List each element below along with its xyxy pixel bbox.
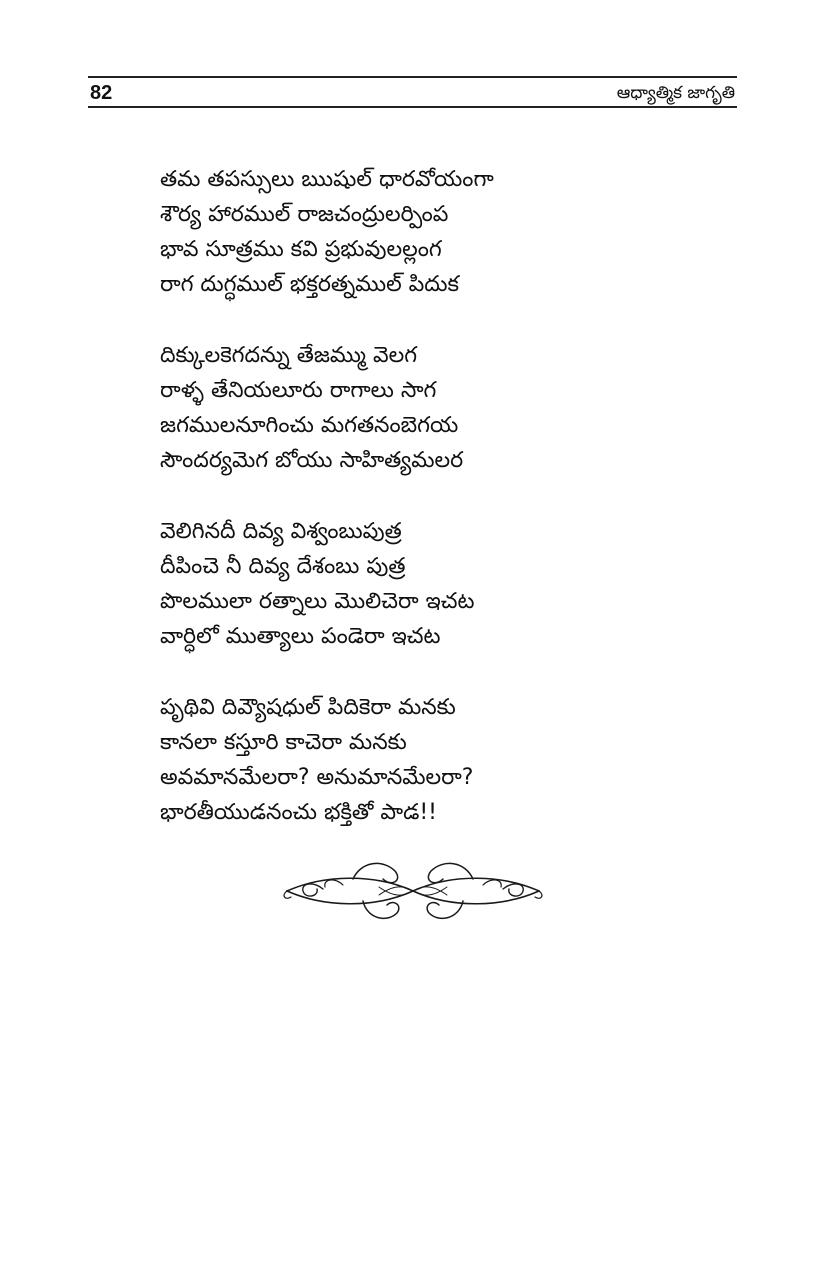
running-header bbox=[88, 76, 737, 108]
poem-line: రాగ దుగ్ధముల్ భక్తరత్నముల్ పిదుక bbox=[160, 272, 459, 297]
poem-line: దీపించె నీ దివ్య దేశంబు పుత్ర bbox=[160, 554, 406, 579]
poem bbox=[160, 162, 720, 866]
poem-line: భావ సూత్రము కవి ప్రభువులల్లంగ bbox=[160, 237, 442, 262]
poem-line: సౌందర్యమెగ బోయు సాహిత్యమలర bbox=[160, 448, 464, 473]
stanza-1 bbox=[160, 162, 720, 302]
poem-line: దిక్కులకెగదన్ను తేజమ్ము వెలగ bbox=[160, 343, 418, 368]
running-title: ఆధ్యాత్మిక జాగృతి bbox=[616, 83, 735, 103]
poem-line: అవమానమేలరా? అనుమానమేలరా? bbox=[160, 765, 474, 790]
stanza-4 bbox=[160, 690, 720, 830]
poem-line: వెలిగినదీ దివ్య విశ్వంబుపుత్ర bbox=[160, 519, 402, 544]
poem-line: రాళ్ళ తేనియలూరు రాగాలు సాగ bbox=[160, 378, 437, 403]
poem-line: కానలా కస్తూరి కాచెరా మనకు bbox=[160, 730, 407, 755]
page-number: 82 bbox=[90, 82, 113, 104]
poem-line: పొలములా రత్నాలు మొలిచెరా ఇచట bbox=[160, 589, 475, 614]
poem-line: తమ తపస్సులు ఋషుల్ ధారవోయంగా bbox=[160, 167, 494, 192]
poem-line: శౌర్య హారముల్ రాజచంద్రులర్పింప bbox=[160, 202, 449, 227]
poem-line: భారతీయుడనంచు భక్తితో పాడ!! bbox=[160, 800, 437, 825]
poem-line: వార్ధిలో ముత్యాలు పండెరా ఇచట bbox=[160, 624, 441, 649]
stanza-2 bbox=[160, 338, 720, 478]
poem-line: పృథివి దివ్యౌషధుల్ పిదికెరా మనకు bbox=[160, 695, 456, 720]
stanza-3 bbox=[160, 514, 720, 654]
poem-line: జగములనూగించు మగతనంబెగయ bbox=[160, 413, 459, 438]
flourish-ornament-icon bbox=[283, 855, 543, 927]
